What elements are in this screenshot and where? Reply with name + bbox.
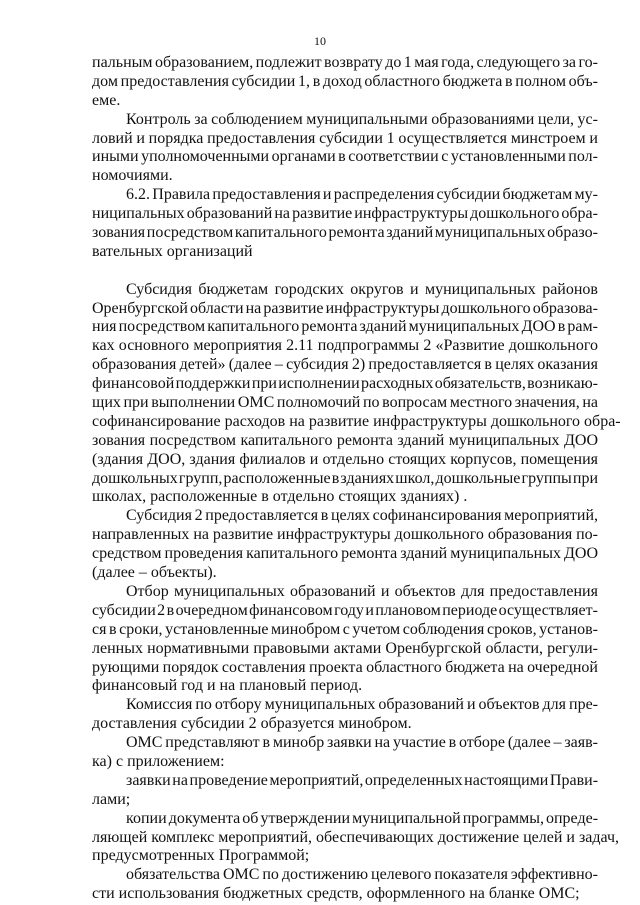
text-line: номочиями. xyxy=(92,167,173,185)
text-line: ленных нормативными правовыми актами Оренбургской области, регули- xyxy=(92,639,598,657)
text-line: сти использования бюджетных средств, оформленного на бланке ОМС; xyxy=(92,885,580,903)
text-line: софинансирование расходов на развитие инфраструктуры дошкольного обра- xyxy=(92,412,621,430)
text-line: Субсидия 2 предоставляется в целях софинансирования мероприятий, xyxy=(126,507,599,525)
text-line: Отбор муниципальных образований и объектов для предоставления xyxy=(126,582,598,600)
text-line: ках основного мероприятия 2.11 подпрограммы 2 «Развитие дошкольного xyxy=(92,337,598,355)
text-line: иными уполномоченными органами в соответствии с установленными пол- xyxy=(92,148,598,166)
text-line: предусмотренных Программой; xyxy=(92,847,310,865)
text-line: финансовый год и на плановый период. xyxy=(92,677,363,695)
text-line: ниципальных образований на развитие инфраструктуры дошкольного обра- xyxy=(92,205,598,223)
text-line: субсидии 2 в очередном финансовом году и плановом периоде осуществляет- xyxy=(92,601,598,619)
document-body xyxy=(92,54,621,904)
text-line: направленных на развитие инфраструктуры дошкольного образования по- xyxy=(92,526,599,544)
text-line: Комиссия по отбору муниципальных образований и объектов для пре- xyxy=(126,696,599,714)
text-line: (здания ДОО, здания филиалов и отдельно стоящих корпусов, помещения xyxy=(92,450,599,468)
text-line: рующими порядок составления проекта областного бюджета на очередной xyxy=(92,658,598,676)
text-line: щих при выполнении ОМС полномочий по вопросам местного значения, на xyxy=(92,394,598,412)
text-line: вательных организаций xyxy=(92,242,253,260)
text-line: доставления субсидии 2 образуется минобром. xyxy=(92,715,412,733)
text-line: дошкольных групп, расположенные в зданиях школ, дошкольные группы при xyxy=(92,469,599,487)
text-line: дом предоставления субсидии 1, в доход областного бюджета в полном объ- xyxy=(92,72,598,90)
text-line: ОМС представляют в минобр заявки на участие в отборе (далее – заяв- xyxy=(126,734,598,752)
text-line: ка) с приложением: xyxy=(92,752,225,770)
text-line: зования посредством капитального ремонта зданий муниципальных образо- xyxy=(92,224,598,242)
text-line: обязательства ОМС по достижению целевого показателя эффективно- xyxy=(126,866,598,884)
text-line: Контроль за соблюдением муниципальными образованиями цели, ус- xyxy=(126,110,598,128)
text-line: ловий и порядка предоставления субсидии 1 осуществляется минстроем и xyxy=(92,129,598,147)
text-line: еме. xyxy=(92,91,121,109)
text-line: финансовой поддержки при исполнении расходных обязательств, возникаю- xyxy=(92,375,598,393)
text-line: образования детей» (далее – субсидия 2) предоставляется в целях оказания xyxy=(92,356,598,374)
text-line: Оренбургской области на развитие инфраструктуры дошкольного образова- xyxy=(92,299,598,317)
text-line: школах, расположенные в отдельно стоящих зданиях) . xyxy=(92,488,468,506)
text-line: 6.2. Правила предоставления и распределения субсидии бюджетам му- xyxy=(126,186,598,204)
text-line: копии документа об утверждении муниципальной программы, опреде- xyxy=(126,809,599,827)
text-line: пальным образованием, подлежит возврату до 1 мая года, следующего за го- xyxy=(92,54,598,71)
text-line: средством проведения капитального ремонта зданий муниципальных ДОО xyxy=(92,545,599,563)
page-number: 10 xyxy=(314,34,326,48)
text-line: заявки на проведение мероприятий, определенных настоящими Прави- xyxy=(126,771,599,789)
text-line: зования посредством капитального ремонта зданий муниципальных ДОО xyxy=(92,431,599,449)
text-line: ляющей комплекс мероприятий, обеспечивающих достижение целей и задач, xyxy=(92,828,620,846)
text-line: ся в сроки, установленные минобром с учетом соблюдения сроков, установ- xyxy=(92,620,598,638)
text-line: Субсидия бюджетам городских округов и муниципальных районов xyxy=(126,280,598,298)
text-line: (далее – объекты). xyxy=(92,564,217,582)
paragraph-gap xyxy=(92,262,598,281)
text-line: лами; xyxy=(92,790,131,808)
text-line: ния посредством капитального ремонта зданий муниципальных ДОО в рам- xyxy=(92,318,598,336)
